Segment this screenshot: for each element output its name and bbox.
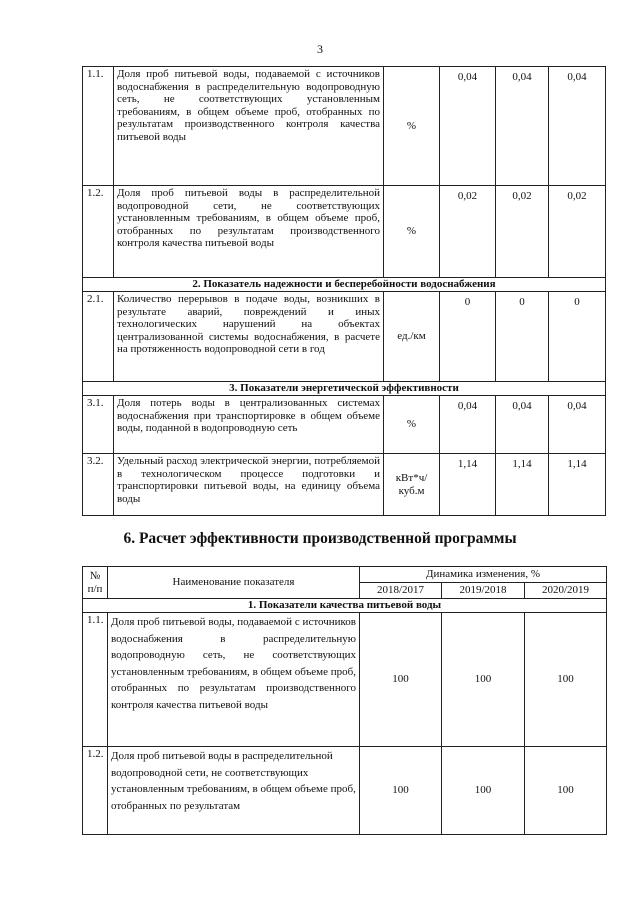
column-header-name: Наименование показателя	[108, 567, 360, 599]
row-value: 0,02	[440, 186, 496, 278]
row-number: 1.1.	[83, 67, 114, 186]
table-row	[83, 747, 607, 835]
table-row	[83, 67, 606, 186]
row-value: 100	[442, 747, 525, 835]
row-value: 0	[496, 292, 549, 382]
page-number: 3	[317, 42, 323, 56]
row-description: Количество перерывов в подаче воды, возникших в результате аварий, повреждений и иных технологических нарушений на объектах централизованной системы водоснабжения, в расчете на протяженность водопроводной сети в год	[114, 292, 384, 382]
row-unit: кВт*ч/куб.м	[384, 454, 440, 516]
section-header	[83, 278, 606, 292]
section-title: 3. Показатели энергетической эффективности	[83, 382, 606, 396]
column-header-year: 2018/2017	[360, 583, 442, 599]
row-value: 0,04	[440, 67, 496, 186]
row-number: 1.1.	[83, 613, 108, 747]
row-number: 1.2.	[83, 747, 108, 835]
column-header-dynamics: Динамика изменения, %	[360, 567, 607, 583]
row-value: 100	[360, 747, 442, 835]
table-row	[83, 396, 606, 454]
section-header	[83, 382, 606, 396]
row-value: 100	[525, 613, 607, 747]
row-value: 0	[549, 292, 606, 382]
row-value: 0,04	[549, 396, 606, 454]
table-row	[83, 292, 606, 382]
row-value: 0,04	[549, 67, 606, 186]
row-number: 3.2.	[83, 454, 114, 516]
row-value: 0,04	[440, 396, 496, 454]
row-unit: ед./км	[384, 292, 440, 382]
row-value: 100	[360, 613, 442, 747]
indicators-table	[82, 66, 606, 516]
row-number: 2.1.	[83, 292, 114, 382]
column-header-year: 2019/2018	[442, 583, 525, 599]
row-number: 1.2.	[83, 186, 114, 278]
section-header	[83, 599, 607, 613]
table-row	[83, 613, 607, 747]
row-number: 3.1.	[83, 396, 114, 454]
row-unit: %	[384, 396, 440, 454]
row-unit: %	[384, 67, 440, 186]
row-description: Удельный расход электрической энергии, потребляемой в технологическом процессе подготовки и транспортировки питьевой воды, на единицу объема воды	[114, 454, 384, 516]
row-value: 100	[442, 613, 525, 747]
section-title: 2. Показатель надежности и бесперебойности водоснабжения	[83, 278, 606, 292]
section-title: 1. Показатели качества питьевой воды	[83, 599, 607, 613]
row-description: Доля проб питьевой воды в распределительной водопроводной сети, не соответствующих установленным требованиям, в общем объеме проб, отобранных по результатам производственного контроля качества питьевой воды	[114, 186, 384, 278]
efficiency-table	[82, 566, 607, 835]
table-row	[83, 454, 606, 516]
row-value: 0,04	[496, 396, 549, 454]
row-value: 1,14	[496, 454, 549, 516]
row-description: Доля проб питьевой воды в распределительной водопроводной сети, не соответствующих установленным требованиям, в общем объеме проб, отобранных по результатам	[108, 747, 360, 835]
row-unit: %	[384, 186, 440, 278]
row-value: 0	[440, 292, 496, 382]
table-row	[83, 186, 606, 278]
row-description: Доля проб питьевой воды, подаваемой с источников водоснабжения в распределительную водопроводную сеть, не соответствующих установленным требованиям, в общем объеме проб, отобранных по результатам производственного контроля качества питьевой воды	[108, 613, 360, 747]
column-header-number: № п/п	[83, 567, 108, 599]
row-description: Доля проб питьевой воды, подаваемой с источников водоснабжения в распределительную водопроводную сеть, не соответствующих установленным требованиям, в общем объеме проб, отобранных по результатам производственного контроля качества питьевой воды	[114, 67, 384, 186]
row-value: 100	[525, 747, 607, 835]
row-value: 1,14	[549, 454, 606, 516]
row-description: Доля потерь воды в централизованных системах водоснабжения при транспортировке в общем объеме воды, поданной в водопроводную сеть	[114, 396, 384, 454]
header-row	[83, 567, 607, 583]
column-header-year: 2020/2019	[525, 583, 607, 599]
row-value: 0,04	[496, 67, 549, 186]
section-heading: 6. Расчет эффективности производственной программы	[123, 530, 517, 547]
row-value: 0,02	[549, 186, 606, 278]
row-value: 1,14	[440, 454, 496, 516]
row-value: 0,02	[496, 186, 549, 278]
